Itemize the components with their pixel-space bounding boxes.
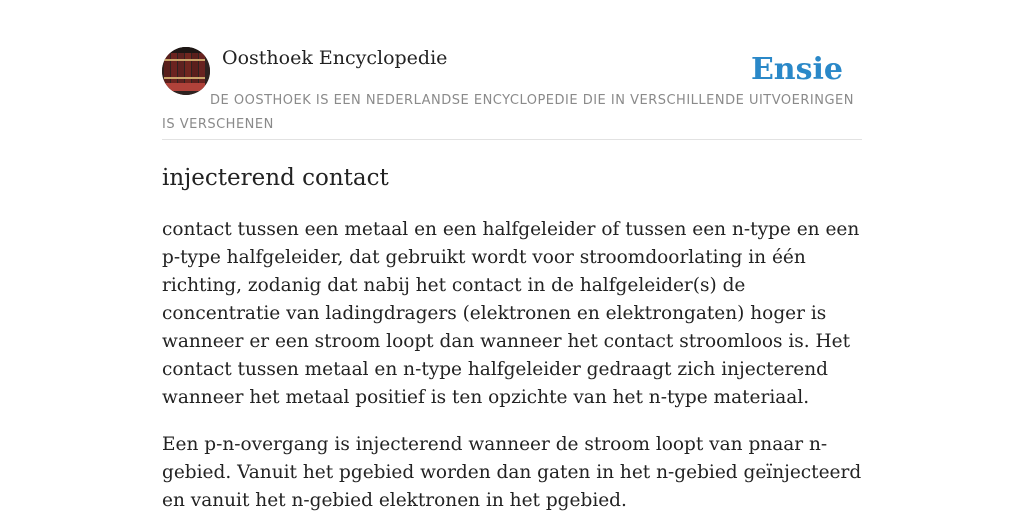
article-paragraph-2: Een p-n-overgang is injecterend wanneer de stroom loopt van pnaar n-gebied. Vanuit het pgebied worden dan gaten in het n-gebied geïnjecteerd en vanuit het n-gebied elektronen in het pgebied. bbox=[162, 434, 862, 511]
ensie-brand-logo[interactable]: Ensie bbox=[750, 52, 843, 87]
header-divider bbox=[162, 139, 862, 140]
encyclopedia-books-avatar[interactable] bbox=[162, 47, 210, 95]
books-icon bbox=[162, 47, 210, 95]
article-body bbox=[162, 216, 862, 512]
article-title: injecterend contact bbox=[162, 165, 389, 191]
site-name-link[interactable]: Oosthoek Encyclopedie bbox=[222, 47, 448, 69]
site-tagline: DE OOSTHOEK IS EEN NEDERLANDSE ENCYCLOPEDIE DIE IN VERSCHILLENDE UITVOERINGEN IS VERSCHENEN bbox=[162, 93, 854, 132]
article-paragraph-1: contact tussen een metaal en een halfgeleider of tussen een n-type en een p-type halfgeleider, dat gebruikt wordt voor stroomdoorlating in één richting, zodanig dat nabij het contact in de halfgeleider(s) de concentratie van ladingdragers (elektronen en elektrongaten) hoger is wanneer er een stroom loopt dan wanneer het contact stroomloos is. Het contact tussen metaal en n-type halfgeleider gedraagt zich injecterend wanneer het metaal positief is ten opzichte van het n-type materiaal. bbox=[162, 219, 860, 408]
page bbox=[162, 0, 862, 512]
